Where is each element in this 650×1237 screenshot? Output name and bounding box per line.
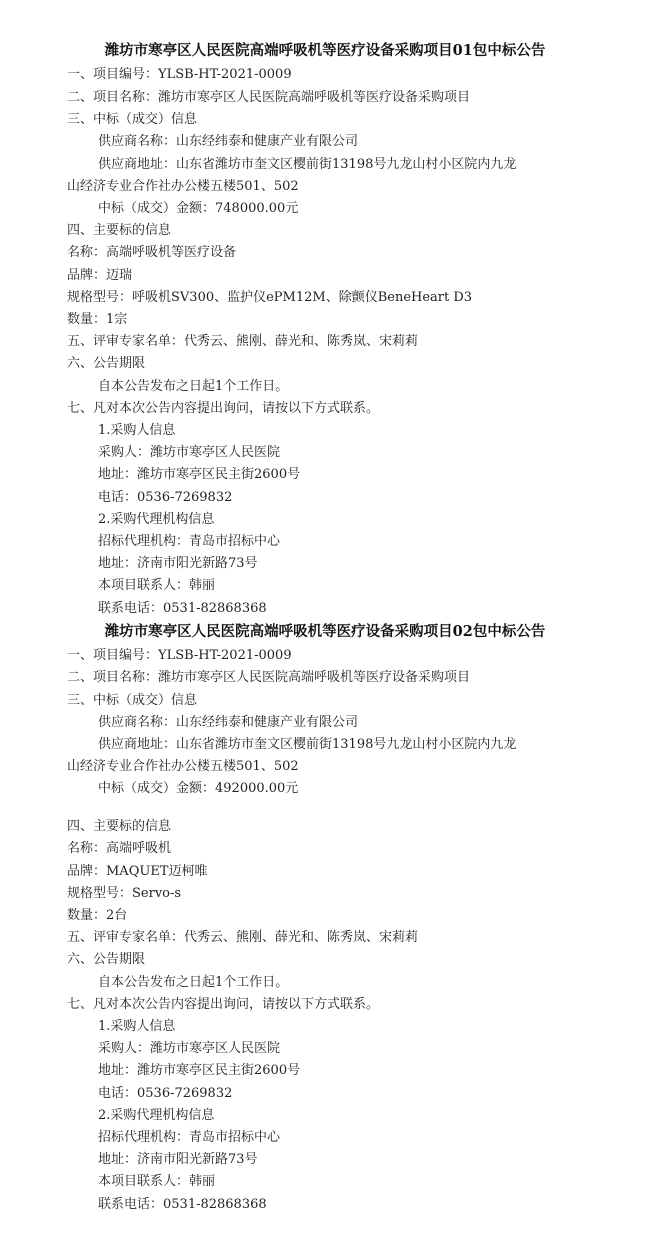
period-heading: 六、公告期限 (67, 356, 146, 371)
agency-name: 招标代理机构：青岛市招标中心 (98, 1130, 281, 1145)
agency-name: 招标代理机构：青岛市招标中心 (98, 534, 281, 549)
buyer-address: 地址：潍坊市寒亭区民主街2600号 (98, 467, 301, 482)
agency-heading: 2.采购代理机构信息 (98, 1108, 215, 1123)
items-heading: 四、主要标的信息 (67, 819, 172, 834)
item-brand: 品牌：迈瑞 (67, 268, 133, 283)
agency-phone: 联系电话：0531-82868368 (98, 601, 267, 616)
contact-heading: 七、凡对本次公告内容提出询问，请按以下方式联系。 (67, 401, 380, 416)
supplier-name: 供应商名称：山东经纬泰和健康产业有限公司 (98, 715, 359, 730)
award-amount: 中标（成交）金额：748000.00元 (98, 201, 299, 216)
period-text: 自本公告发布之日起1个工作日。 (98, 379, 289, 394)
agency-address: 地址：济南市阳光新路73号 (98, 1152, 258, 1167)
expert-list: 五、评审专家名单：代秀云、熊刚、薛光和、陈秀岚、宋莉莉 (67, 930, 419, 945)
award-amount: 中标（成交）金额：492000.00元 (98, 781, 299, 796)
item-name: 名称：高端呼吸机等医疗设备 (67, 245, 237, 260)
period-heading: 六、公告期限 (67, 952, 146, 967)
award-heading: 三、中标（成交）信息 (67, 693, 198, 708)
item-name: 名称：高端呼吸机 (67, 841, 172, 856)
buyer-heading: 1.采购人信息 (98, 423, 176, 438)
buyer-name: 采购人：潍坊市寒亭区人民医院 (98, 445, 281, 460)
project-number: 一、项目编号：YLSB-HT-2021-0009 (67, 67, 292, 82)
item-quantity: 数量：2台 (67, 908, 128, 923)
item-quantity: 数量：1宗 (67, 312, 128, 327)
contact-heading: 七、凡对本次公告内容提出询问，请按以下方式联系。 (67, 997, 380, 1012)
project-number: 一、项目编号：YLSB-HT-2021-0009 (67, 648, 292, 663)
item-model: 规格型号：呼吸机SV300、监护仪ePM12M、除颤仪BeneHeart D3 (67, 290, 473, 305)
period-text: 自本公告发布之日起1个工作日。 (98, 975, 289, 990)
project-name: 二、项目名称：潍坊市寒亭区人民医院高端呼吸机等医疗设备采购项目 (67, 670, 471, 685)
expert-list: 五、评审专家名单：代秀云、熊刚、薛光和、陈秀岚、宋莉莉 (67, 334, 419, 349)
agency-contact: 本项目联系人：韩丽 (98, 1174, 216, 1189)
buyer-name: 采购人：潍坊市寒亭区人民医院 (98, 1041, 281, 1056)
announcement-title-02: 潍坊市寒亭区人民医院高端呼吸机等医疗设备采购项目02包中标公告 (104, 623, 546, 640)
buyer-phone: 电话：0536-7269832 (98, 490, 233, 505)
agency-heading: 2.采购代理机构信息 (98, 512, 215, 527)
announcement-title-01: 潍坊市寒亭区人民医院高端呼吸机等医疗设备采购项目01包中标公告 (104, 42, 546, 59)
buyer-address: 地址：潍坊市寒亭区民主街2600号 (98, 1063, 301, 1078)
project-name: 二、项目名称：潍坊市寒亭区人民医院高端呼吸机等医疗设备采购项目 (67, 90, 471, 105)
agency-contact: 本项目联系人：韩丽 (98, 578, 216, 593)
items-heading: 四、主要标的信息 (67, 223, 172, 238)
item-brand: 品牌：MAQUET迈柯唯 (67, 864, 208, 879)
agency-address: 地址：济南市阳光新路73号 (98, 556, 258, 571)
buyer-phone: 电话：0536-7269832 (98, 1086, 233, 1101)
supplier-address-line1: 供应商地址：山东省潍坊市奎文区樱前街13198号九龙山村小区院内九龙 (98, 157, 517, 172)
item-model: 规格型号：Servo-s (67, 886, 182, 901)
supplier-address-line2: 山经济专业合作社办公楼五楼501、502 (67, 759, 299, 774)
agency-phone: 联系电话：0531-82868368 (98, 1197, 267, 1212)
supplier-address-line2: 山经济专业合作社办公楼五楼501、502 (67, 179, 299, 194)
supplier-name: 供应商名称：山东经纬泰和健康产业有限公司 (98, 134, 359, 149)
award-heading: 三、中标（成交）信息 (67, 112, 198, 127)
supplier-address-line1: 供应商地址：山东省潍坊市奎文区樱前街13198号九龙山村小区院内九龙 (98, 737, 517, 752)
buyer-heading: 1.采购人信息 (98, 1019, 176, 1034)
